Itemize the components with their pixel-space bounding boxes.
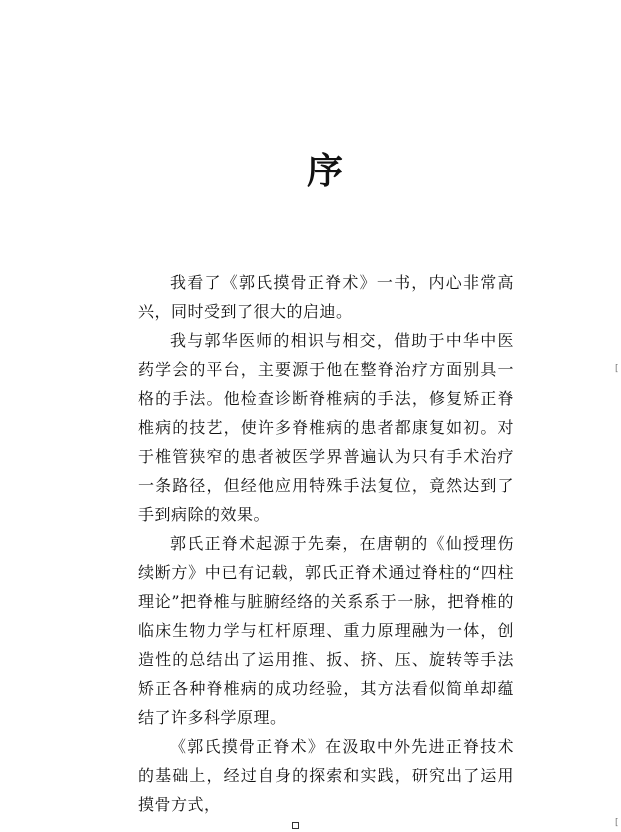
margin-bracket-mark-bottom: [ xyxy=(615,818,619,828)
paragraph-2: 我与郭华医师的相识与相交，借助于中华中医药学会的平台，主要源于他在整脊治疗方面别具一格的手法。他检查诊断脊椎病的手法，修复矫正脊椎病的技艺，使许多脊椎病的患者都康复如初。对于椎管狭窄的患者被医学界普遍认为只有手术治疗一条路径，但经他应用特殊手法复位，竟然达到了手到病除的效果。 xyxy=(138,331,514,524)
page-marker-icon xyxy=(292,822,299,829)
paragraph-3: 郭氏正脊术起源于先秦，在唐朝的《仙授理伤续断方》中已有记载，郭氏正脊术通过脊柱的“四柱理论”把脊椎与脏腑经络的关系系于一脉，把脊椎的临床生物力学与杠杆原理、重力原理融为一体，创造性的总结出了运用推、扳、挤、压、旋转等手法矫正各种脊椎病的成功经验，其方法看似简单却蕴结了许多科学原理。 xyxy=(138,534,514,727)
paragraph-4: 《郭氏摸骨正脊术》在汲取中外先进正脊技术的基础上，经过自身的探索和实践，研究出了运用摸骨方式， xyxy=(138,737,514,814)
page-title: 序 xyxy=(306,150,343,192)
paragraph-1: 我看了《郭氏摸骨正脊术》一书，内心非常高兴，同时受到了很大的启迪。 xyxy=(138,273,514,321)
preface-body xyxy=(138,268,514,819)
margin-bracket-mark: [ xyxy=(615,364,619,374)
